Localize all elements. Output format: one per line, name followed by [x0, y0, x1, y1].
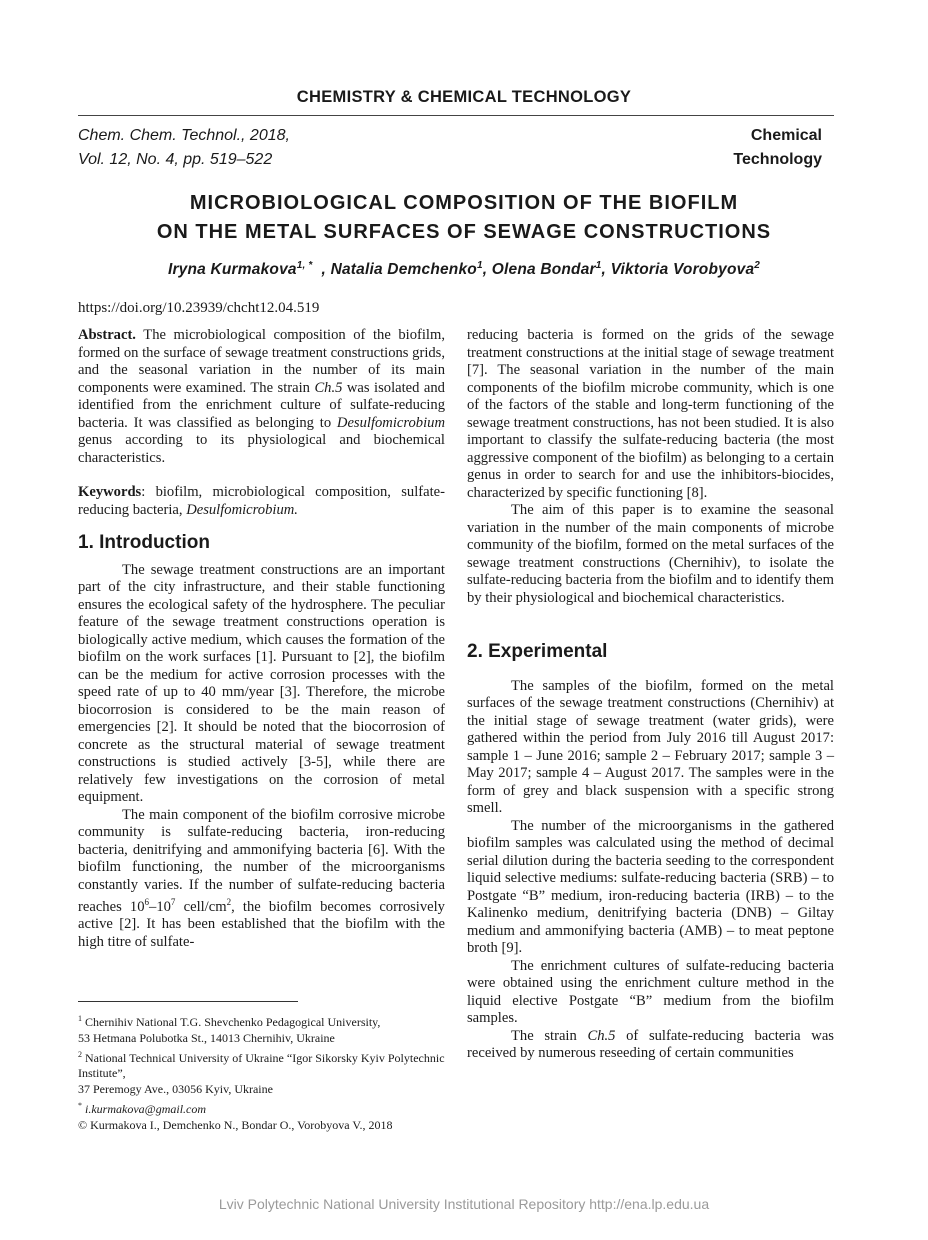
citation-line-2: Vol. 12, No. 4, pp. 519–522	[78, 151, 273, 168]
repository-footer: Lviv Polytechnic National University Institutional Repository http://ena.lp.edu.ua	[218, 1196, 710, 1212]
author-affiliation: 1	[476, 260, 483, 271]
text-run: The main component of the biofilm corrosive microbe community is sulfate-reducing bacteria, iron-reducing bacteria, denitrifying and ammonifying bacteria [6]. With the biofilm functioning, the number of the microorganisms constantly varies. If the number of sulfate-reducing bacteria reaches 10	[78, 806, 445, 915]
author-name: Iryna Kurmakova	[167, 261, 297, 279]
strain-name: Ch.5	[587, 1027, 616, 1044]
paragraph: The sewage treatment constructions are an important part of the city infrastructure, and their stable functioning ensures the ecological safety of the hydrosphere. The peculiar feature of the sewage treatment constructions operation is biologically active medium, which causes the formation of the biofilm on the work surfaces [1]. Pursuant to [2], the biofilm can be the medium for active corrosion processes with the speed rate of up to 40 mm/year [3]. Therefore, the microbe biocorrosion is considered to be the main reason of emergencies [2]. It should be noted that the biocorrosion of concrete as the structural material of sewage treatment constructions is studied actively [3-5], while there are relatively few investigations on the corrosion of metal equipment.	[78, 561, 445, 805]
abstract-text: was isolated and identified from the enrichment culture of sulfate-reducing bacteria. It was classified as belonging to	[78, 379, 445, 431]
footnote-2-address: 37 Peremogy Ave., 03056 Kyiv, Ukraine	[78, 1082, 273, 1097]
paragraph	[467, 1028, 834, 1063]
paragraph: The samples of the biofilm, formed on the metal surfaces of the sewage treatment constructions (Chernihiv) at the initial stage of sewage treatment (water grids), were gathered within the period from July 2016 till August 2017: sample 1 – June 2016; sample 2 – February 2017; sample 3 – May 2017; sample 4 – August 2017. The samples were in the form of grey and black suspension with a specific strong smell.	[467, 677, 834, 816]
abstract-text: The microbiological composition of the biofilm, formed on the surface of sewage treatment constructions grids, and the seasonal variation in the number of its main components were examined. The strain	[78, 327, 445, 396]
article-title	[0, 189, 928, 247]
paragraph: The aim of this paper is to examine the seasonal variation in the number of the main components of microbe community of the biofilm, formed on the metal surfaces of the sewage treatment constructions (Chernihiv), to isolate the sulfate-reducing bacteria from the biofilm and to identify them by their physiological and biochemical characteristics.	[467, 502, 834, 606]
author-name: Viktoria Vorobyova	[610, 261, 755, 279]
genus-name: Desulfomicrobium	[336, 414, 445, 431]
paragraph: The enrichment cultures of sulfate-reducing bacteria were obtained using the enrichment culture method in the liquid elective Postgate “B” medium from the biofilm samples.	[467, 957, 834, 1026]
author-affiliation: 1, *	[296, 260, 313, 271]
text-run: cell/cm	[175, 898, 227, 915]
corresponding-email[interactable]: i.kurmakova@gmail.com	[82, 1101, 207, 1116]
keywords	[78, 484, 445, 519]
footnote-text: Chernihiv National T.G. Shevchenko Pedagogical University,	[82, 1015, 381, 1029]
abstract-label: Abstract.	[78, 327, 136, 343]
keywords-label: Keywords	[78, 484, 142, 500]
footnote-mark: 2	[78, 1049, 82, 1059]
author-name: Olena Bondar	[491, 261, 596, 279]
section-tag-line-2: Technology	[733, 151, 822, 168]
title-line-2: ON THE METAL SURFACES OF SEWAGE CONSTRUCTIONS	[156, 221, 772, 243]
text-run: of sulfate-reducing bacteria was received by numerous reseeding of certain communities	[467, 1027, 834, 1061]
section-heading-experimental: 2. Experimental	[467, 641, 608, 662]
paragraph	[78, 807, 445, 952]
exponent: 6	[144, 897, 150, 907]
exponent: 2	[226, 897, 232, 907]
footnote-2	[78, 1047, 450, 1083]
genus-name: Desulfomicrobium.	[186, 501, 298, 518]
paragraph: The number of the microorganisms in the gathered biofilm samples was calculated using the method of decimal serial dilution during the bacteria seeding to the correspondent liquid selective mediums: sulfate-reducing bacteria (SRB) – to Postgate “B” medium, iron-reducing bacteria (IRB) – to the Kalinenko medium, denitrifying bacteria (DNB) – Giltay medium and ammonifying bacteria (AMB) – to meat peptone broth [9].	[467, 817, 834, 956]
text-run: , the biofilm becomes corrosively active [2]. It has been established that the biofilm with the high titre of sulfate-	[78, 898, 445, 950]
citation-line-1: Chem. Chem. Technol., 2018,	[78, 127, 290, 144]
author-affiliation: 1	[595, 260, 602, 271]
text-run: –10	[149, 898, 171, 915]
citation	[78, 124, 290, 172]
author-affiliation: 2	[754, 260, 761, 271]
header-divider	[78, 115, 834, 116]
footnote-1-address: 53 Hetmana Polubotka St., 14013 Chernihiv, Ukraine	[78, 1030, 335, 1045]
abstract-text: genus according to its physiological and biochemical characteristics.	[78, 432, 445, 466]
author-list: Iryna Kurmakova$^{1, *}$ , Natalia Demchenko$^1$, Olena Bondar$^1$, Viktoria Vorobyova$^2$	[167, 260, 761, 279]
title-line-1: MICROBIOLOGICAL COMPOSITION OF THE BIOFILM	[189, 192, 739, 214]
footnote-mark: 1	[78, 1014, 82, 1023]
section-tag	[733, 124, 822, 172]
section-heading-introduction: 1. Introduction	[78, 532, 210, 553]
text-run: The strain	[511, 1027, 588, 1044]
doi-link[interactable]: https://doi.org/10.23939/chcht12.04.519	[78, 300, 320, 316]
section-tag-line-1: Chemical	[750, 127, 822, 144]
copyright: © Kurmakova I., Demchenko N., Bondar O., Vorobyova V., 2018	[78, 1117, 393, 1132]
author-name: Natalia Demchenko	[330, 261, 477, 279]
footnote-mark: *	[78, 1100, 82, 1110]
footnote-1	[78, 1011, 450, 1031]
footnote-email	[78, 1098, 450, 1118]
strain-name: Ch.5	[314, 379, 343, 396]
exponent: 7	[170, 897, 176, 907]
paragraph: reducing bacteria is formed on the grids of the sewage treatment constructions at the initial stage of sewage treatment [7]. The seasonal variation in the number of the main components of the biofilm microbe community, which is one of the factors of the stable and long-term functioning of the sewage treatment constructions, has not been studied. It is also important to classify the sulfate-reducing bacteria (the most aggressive component of the biofilm) as belonging to a certain genus in order to search for and use the inhibitors-biocides, characterized by specific functioning [8].	[467, 327, 834, 501]
journal-header: CHEMISTRY & CHEMICAL TECHNOLOGY	[296, 88, 632, 106]
footnotes	[78, 1011, 450, 1134]
keywords-text: : biofilm, microbiological composition, sulfate-reducing bacteria,	[78, 484, 445, 518]
abstract	[78, 327, 445, 467]
right-column	[467, 327, 834, 1063]
footnote-divider	[78, 1001, 298, 1002]
footnote-text: National Technical University of Ukraine “Igor Sikorsky Kyiv Polytechnic Institute”,	[78, 1050, 445, 1081]
left-column	[78, 327, 445, 951]
